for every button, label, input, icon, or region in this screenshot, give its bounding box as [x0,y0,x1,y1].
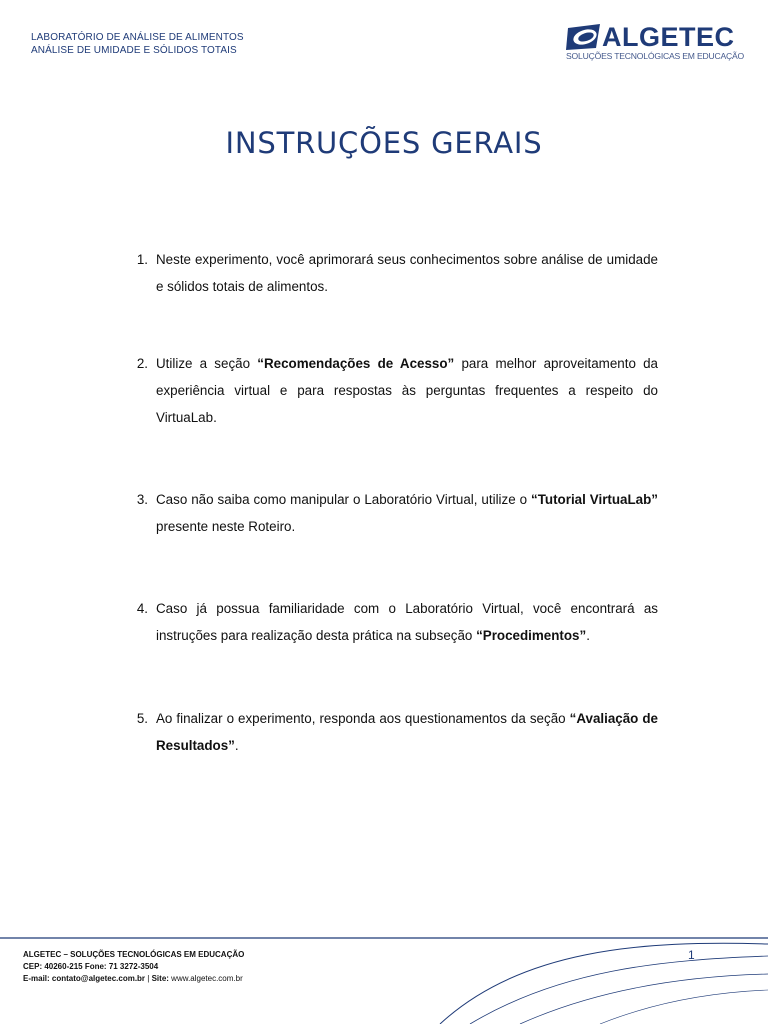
instruction-text: Utilize a seção “Recomendações de Acesso” para melhor aproveitamento da experiência virtual e para respostas às perguntas frequentes a respeito do VirtuaLab. [156,356,658,425]
footer-contact [23,949,244,985]
instruction-number: 3. [136,492,148,507]
logo-tagline: SOLUÇÕES TECNOLÓGICAS EM EDUCAÇÃO [566,51,745,61]
emphasis-recomendacoes: “Recomendações de Acesso” [257,356,455,371]
instruction-text: Caso já possua familiaridade com o Laboratório Virtual, você encontrará as instruções para realização desta prática na subseção “Procedimentos”. [156,601,658,643]
page-number: 1 [688,948,695,962]
emphasis-tutorial: “Tutorial VirtuaLab” [531,492,658,507]
instruction-text: Caso não saiba como manipular o Laboratório Virtual, utilize o “Tutorial VirtuaLab” presente neste Roteiro. [156,492,658,534]
footer-site-link[interactable]: www.algetec.com.br [171,974,243,983]
header-lab-name: LABORATÓRIO DE ANÁLISE DE ALIMENTOS [31,32,244,43]
footer-address: CEP: 40260-215 Fone: 71 3272-3504 [23,962,159,971]
instruction-text: Ao finalizar o experimento, responda aos questionamentos da seção “Avaliação de Resultados”. [156,711,658,753]
algetec-logo-mark-icon [566,24,602,50]
footer-email[interactable]: E-mail: contato@algetec.com.br [23,974,146,983]
instruction-text: Neste experimento, você aprimorará seus conhecimentos sobre análise de umidade e sólidos totais de alimentos. [156,252,658,294]
instruction-number: 4. [136,601,148,616]
emphasis-procedimentos: “Procedimentos” [476,628,587,643]
page-title: INSTRUÇÕES GERAIS [225,126,543,160]
algetec-logo [566,22,745,64]
document-header [31,31,244,57]
instruction-number: 5. [136,711,148,726]
logo-wordmark: ALGETEC [602,22,735,52]
emphasis-avaliacao: “Avaliação de Resultados” [156,711,658,753]
footer-company: ALGETEC – SOLUÇÕES TECNOLÓGICAS EM EDUCAÇÃO [23,950,245,959]
header-experiment-name: ANÁLISE DE UMIDADE E SÓLIDOS TOTAIS [31,45,237,56]
instruction-number: 2. [136,356,148,371]
footer-site-label: Site: [151,974,169,983]
instruction-number: 1. [136,252,148,267]
footer-separator: | [147,974,150,983]
footer-contact-line [23,973,244,985]
